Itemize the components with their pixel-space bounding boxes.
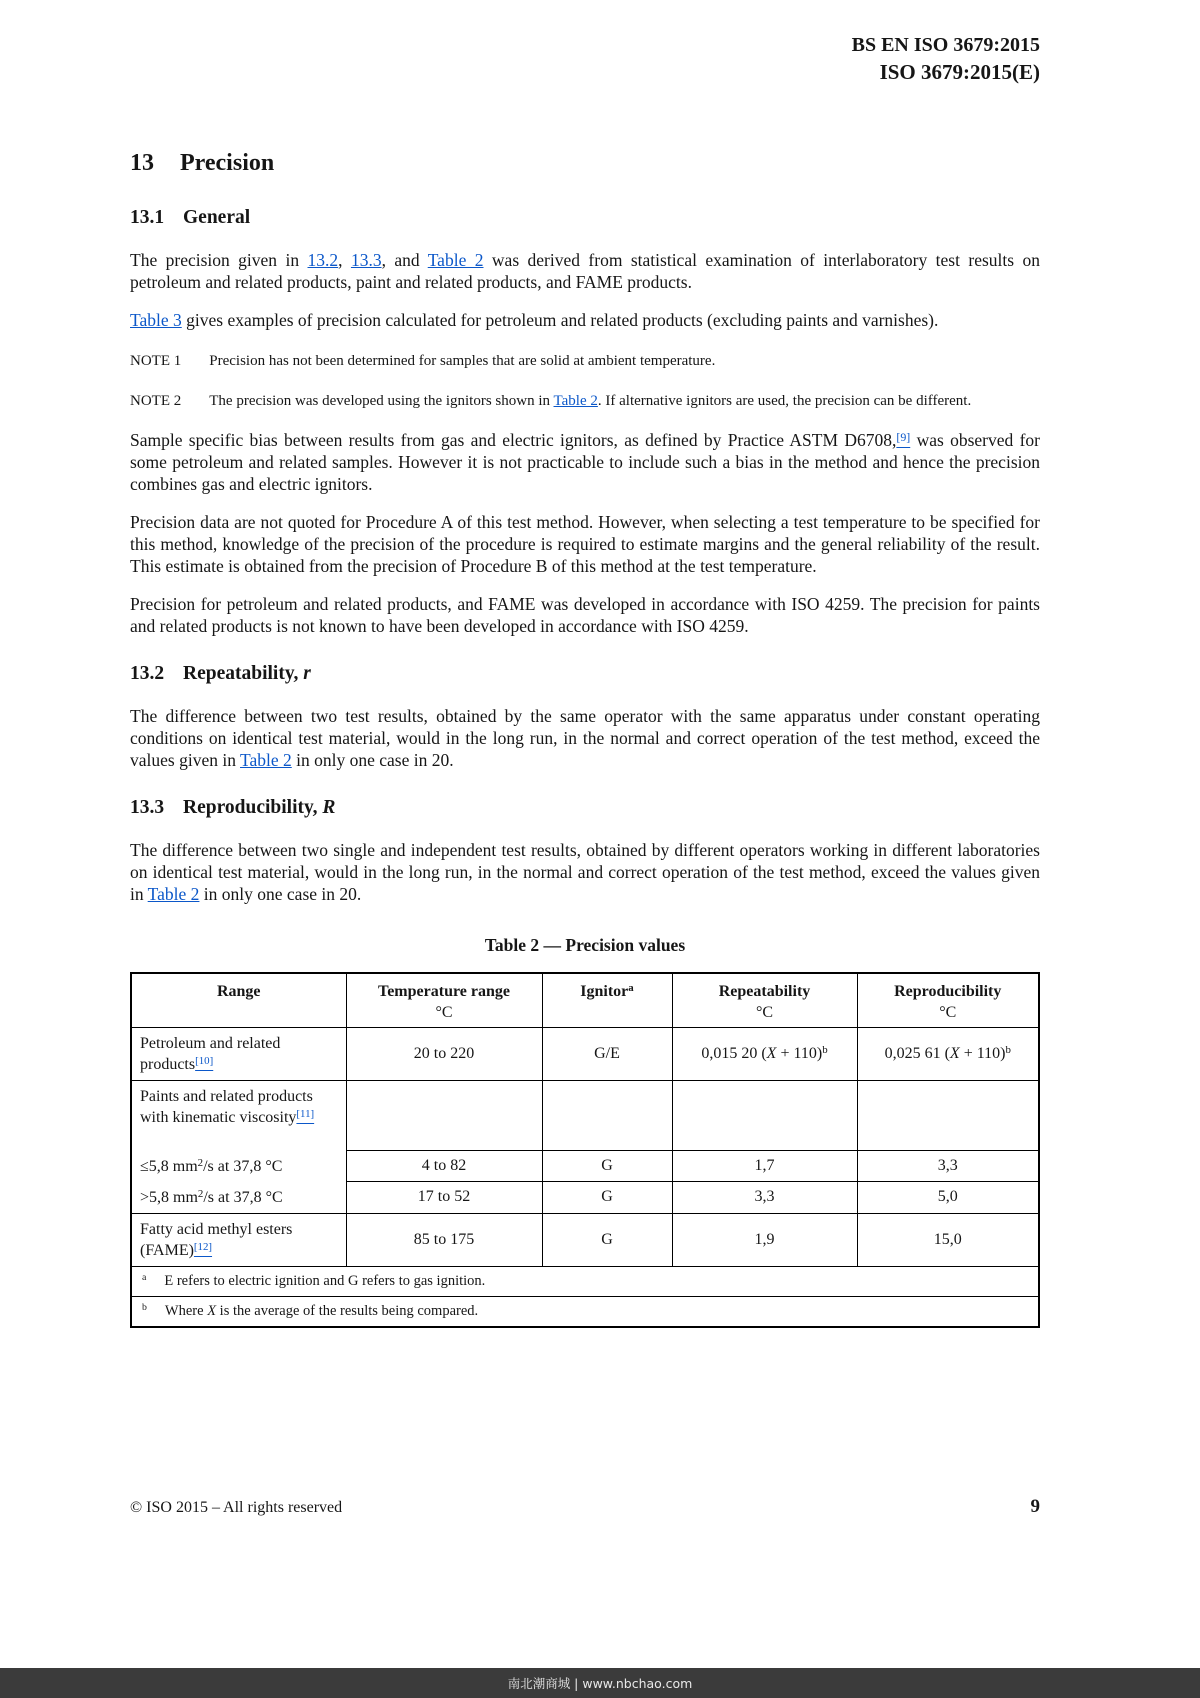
section-heading-13-3: [130, 797, 1040, 819]
cell-reproducibility: 5,0: [857, 1182, 1039, 1214]
table-row-petroleum: [131, 1028, 1039, 1081]
col-header-label: Temperature range: [378, 983, 510, 1000]
cell-temperature-range: 20 to 220: [346, 1028, 542, 1081]
ref-link[interactable]: [11]: [296, 1108, 315, 1121]
ref-link[interactable]: Table 2: [427, 250, 484, 270]
table-row-paints-high-viscosity: [131, 1182, 1039, 1214]
col-header-label: Repeatability: [718, 983, 811, 1000]
note-1: [130, 351, 1040, 371]
page-header: [852, 32, 1040, 86]
footnote-marker: b: [142, 1302, 147, 1314]
note-text: Precision has not been determined for samples that are solid at ambient temperature.: [209, 353, 716, 369]
footnote-a: [131, 1266, 1039, 1296]
cell-reproducibility: 0,025 61 $(X + 110)^b$: [857, 1028, 1039, 1081]
table-footnote-row-b: [131, 1296, 1039, 1327]
col-header-ignitor: [542, 973, 672, 1028]
footnote-text: Where X is the average of the results being compared.: [164, 1302, 479, 1319]
col-header-reproducibility: [857, 973, 1039, 1028]
section-number: 13: [130, 150, 154, 176]
col-header-temperature-range: [346, 973, 542, 1028]
col-header-label: Reproducibility: [894, 983, 1002, 1000]
watermark-bar: [0, 1668, 1200, 1698]
cell-range: Fatty acid methyl esters (FAME)[12]: [131, 1213, 346, 1266]
cell-temperature-range: [346, 1081, 542, 1151]
paragraph-procedure-a: Precision data are not quoted for Procedure A of this test method. However, when selecting a test temperature to be specified for this method, knowledge of the precision of the procedure is required to estimate margins and the general reliability of the result. This estimate is obtained from the precision of Procedure B of this method at the test temperature.: [130, 512, 1040, 576]
cell-repeatability: 3,3: [672, 1182, 857, 1214]
page-number: 9: [1030, 1496, 1040, 1517]
ref-link[interactable]: Table 2: [240, 750, 292, 770]
col-header-label: Ignitor$^a$: [580, 982, 634, 1000]
page-footer: [130, 1496, 1040, 1518]
cell-range: >5,8 $mm^2/s$ at 37,8 °C: [131, 1182, 346, 1214]
section-title: Reproducibility, R: [183, 797, 336, 818]
cell-repeatability: 1,9: [672, 1213, 857, 1266]
ref-link[interactable]: 13.2: [307, 250, 339, 270]
cell-reproducibility: [857, 1081, 1039, 1151]
cell-reproducibility: 3,3: [857, 1151, 1039, 1182]
col-header-label: Range: [216, 983, 261, 1000]
table-row-paints-low-viscosity: [131, 1151, 1039, 1182]
cell-range: Petroleum and related products[10]: [131, 1028, 346, 1081]
watermark-text: 南北潮商城 | www.nbchao.com: [507, 1676, 693, 1691]
document-body: [130, 150, 1040, 1328]
table-header-row: [131, 973, 1039, 1028]
section-heading-13: [130, 150, 1040, 177]
col-header-unit: °C: [435, 1004, 453, 1021]
cell-ignitor: G: [542, 1213, 672, 1266]
standard-ref-iso: ISO 3679:2015(E): [879, 60, 1040, 84]
note-2: [130, 391, 1040, 411]
section-title: Precision: [180, 150, 275, 176]
note-text: The precision was developed using the ignitors shown in Table 2. If alternative ignitors are used, the precision can be different.: [209, 393, 972, 409]
cell-ignitor: G/E: [542, 1028, 672, 1081]
cell-temperature-range: 85 to 175: [346, 1213, 542, 1266]
footnote-b: [131, 1296, 1039, 1327]
table-row-fame: [131, 1213, 1039, 1266]
table-footnote-row-a: [131, 1266, 1039, 1296]
paragraph-reproducibility: The difference between two single and independent test results, obtained by different operators working in different laboratories on identical test material, would in the long run, in the normal and correct operation of the test method, exceed the values given in Table 2 in only one case in 20.: [130, 840, 1040, 904]
copyright-notice: © ISO 2015 – All rights reserved: [130, 1499, 343, 1516]
note-label: NOTE 2: [130, 393, 182, 409]
paragraph-precision-derivation: The precision given in 13.2, 13.3, and Table 2 was derived from statistical examination of interlaboratory test results on petroleum and related products, paint and related products, and FAME products.: [130, 250, 1040, 292]
ref-link[interactable]: Table 2: [147, 884, 200, 904]
standard-ref-bs: BS EN ISO 3679:2015: [851, 34, 1040, 56]
cell-repeatability: 1,7: [672, 1151, 857, 1182]
section-number: 13.2: [130, 663, 165, 684]
ref-link[interactable]: 13.3: [350, 250, 382, 270]
footnote-marker: a: [142, 1272, 147, 1284]
cell-temperature-range: 4 to 82: [346, 1151, 542, 1182]
note-label: NOTE 1: [130, 353, 182, 369]
ref-link[interactable]: [9]: [896, 429, 911, 444]
ref-link[interactable]: Table 2: [553, 393, 598, 409]
col-header-range: [131, 973, 346, 1028]
col-header-repeatability: [672, 973, 857, 1028]
section-number: 13.3: [130, 797, 165, 818]
cell-repeatability: 0,015 20 $(X + 110)^b$: [672, 1028, 857, 1081]
col-header-unit: [551, 1002, 664, 1023]
footnote-text: E refers to electric ignition and G refers to gas ignition.: [164, 1272, 486, 1289]
section-heading-13-1: [130, 207, 1040, 229]
section-title: General: [183, 207, 251, 228]
cell-ignitor: G: [542, 1182, 672, 1214]
section-heading-13-2: [130, 663, 1040, 685]
paragraph-table3-examples: Table 3 gives examples of precision calculated for petroleum and related products (excluding paints and varnishes).: [130, 310, 939, 330]
col-header-unit: °C: [939, 1004, 957, 1021]
section-title: Repeatability, r: [183, 663, 311, 684]
paragraph-repeatability: The difference between two test results, obtained by the same operator with the same apparatus under constant operating conditions on identical test material, would in the long run, in the normal and correct operation of the test method, exceed the values given in Table 2 in only one case in 20.: [130, 706, 1040, 770]
paragraph-sample-bias: Sample specific bias between results from gas and electric ignitors, as defined by Practice ASTM D6708,[9] was observed for some petroleum and related samples. However it is not practicable to include such a bias in the method and hence the precision combines gas and electric ignitors.: [130, 429, 1040, 494]
precision-table: [130, 972, 1040, 1328]
col-header-unit: °C: [755, 1004, 774, 1021]
cell-reproducibility: 15,0: [857, 1213, 1039, 1266]
section-number: 13.1: [130, 207, 165, 228]
cell-ignitor: G: [542, 1151, 672, 1182]
table-caption: Table 2 — Precision values: [484, 935, 686, 955]
cell-temperature-range: 17 to 52: [346, 1182, 542, 1214]
cell-ignitor: [542, 1081, 672, 1151]
cell-repeatability: [672, 1081, 857, 1151]
col-header-unit: [140, 1002, 338, 1023]
cell-range: ≤5,8 $mm^2/s$ at 37,8 °C: [131, 1151, 346, 1182]
paragraph-iso-4259: Precision for petroleum and related products, and FAME was developed in accordance with ISO 4259. The precision for paints and related products is not known to have been developed in accordance with ISO 4259.: [130, 594, 1040, 636]
cell-range: Paints and related products with kinematic viscosity[11]: [131, 1081, 346, 1151]
table-row-paints-group: [131, 1081, 1039, 1151]
ref-link[interactable]: [10]: [195, 1055, 214, 1068]
ref-link[interactable]: Table 3: [130, 310, 182, 330]
ref-link[interactable]: [12]: [193, 1240, 213, 1253]
